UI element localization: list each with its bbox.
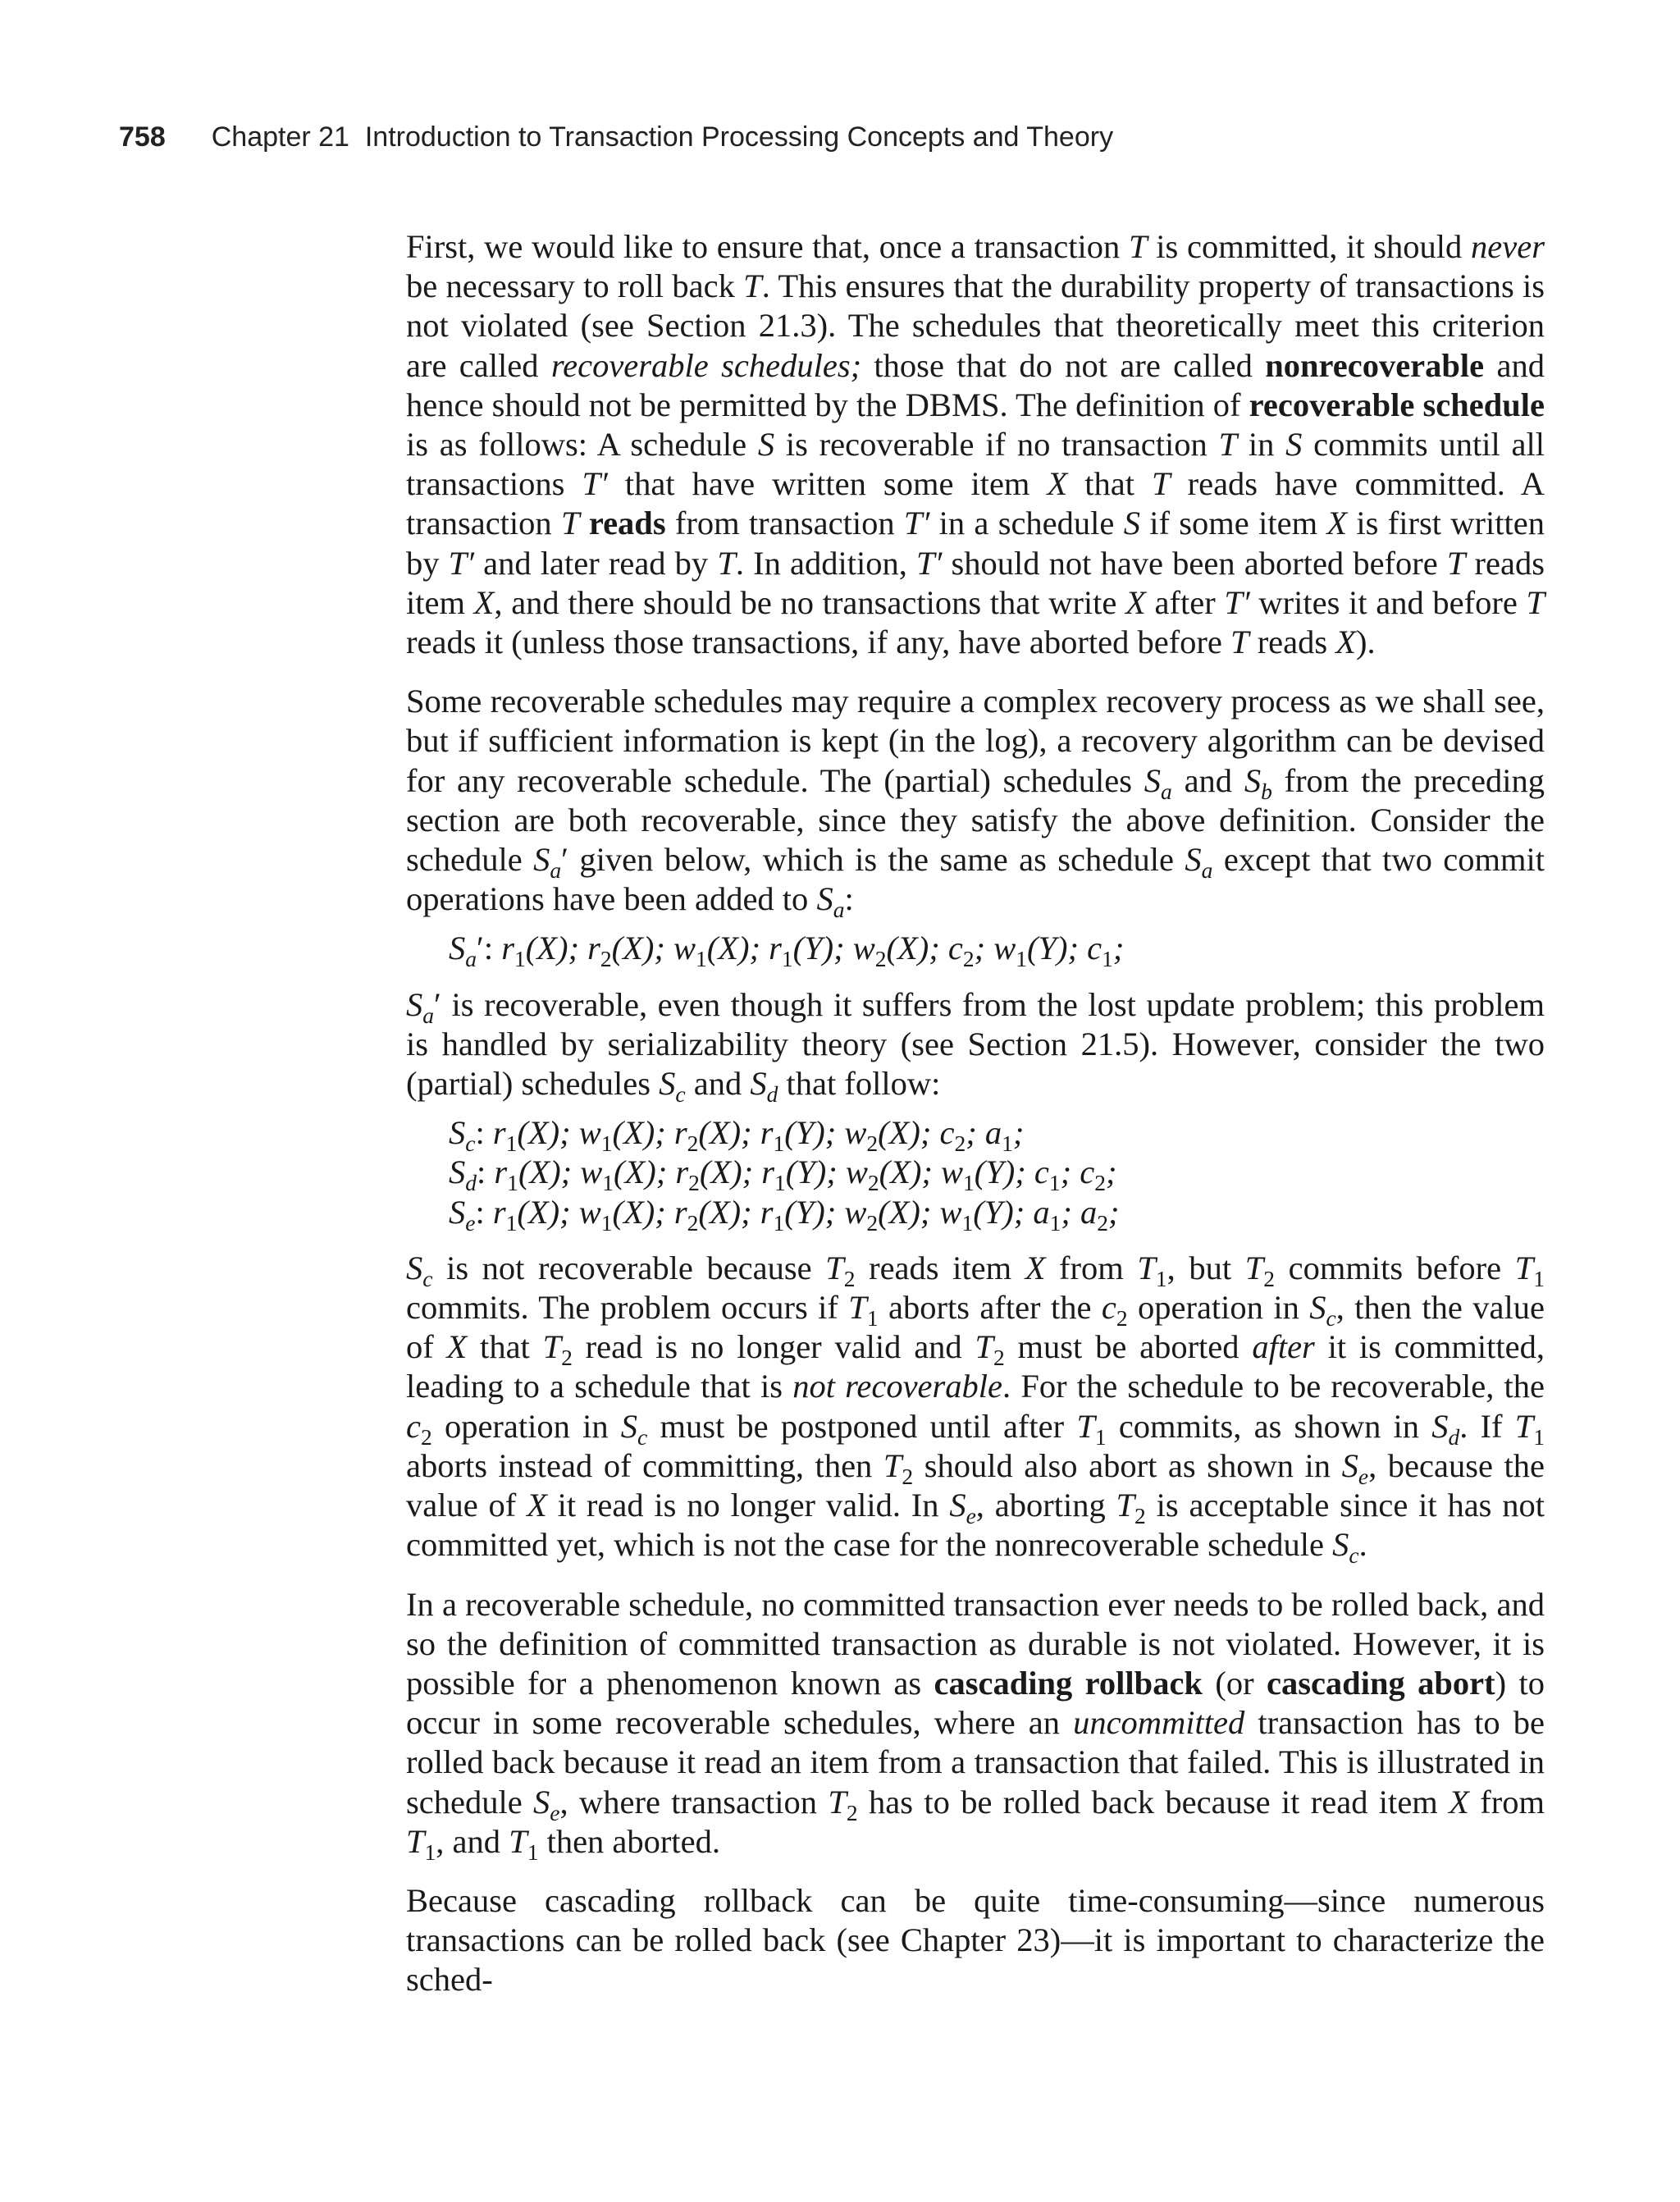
formula-se: $S_e$: $r_1(X)$; $w_1(X)$; $r_2(X)$; $r_1(Y)$; $w_2(X)$; $w_1(Y)$; $a_1$; $a_2$; [449, 1193, 1120, 1236]
running-head [119, 121, 1113, 153]
formula-block-sa-prime [449, 929, 1545, 972]
formula-sa-prime: $S_a'$: $r_1(X)$; $r_2(X)$; $w_1(X)$; $r_1(Y)$; $w_2(X)$; $c_2$; $w_1(Y)$; $c_1$; [449, 930, 1125, 972]
formula-sd: $S_d$: $r_1(X)$; $w_1(X)$; $r_2(X)$; $r_1(Y)$; $w_2(X)$; $w_1(Y)$; $c_1$; $c_2$; [449, 1154, 1117, 1196]
paragraph-recoverable-definition: First, we would like to ensure that, once a transaction T is committed, it should never be necessary to roll back T. This ensures that the durability property of transactions is not violated (see Section 21.3). The schedules that theoretically meet this criterion are called recoverable schedules; those that do not are called nonrecoverable and hence should not be permitted by the DBMS. The definition of recoverable schedule is as follows: A schedule S is recoverable if no transaction T in S commits until all transactions T′ that have written some item X that T reads have committed. A transaction T reads from transaction T′ in a schedule S if some item X is first written by T′ and later read by T. In addition, T′ should not have been aborted before T reads item X, and there should be no transactions that write X after T′ writes it and before T reads it (unless those transactions, if any, have aborted before T reads X). [406, 228, 1545, 661]
chapter-title: Chapter 21 Introduction to Transaction Processing Concepts and Theory [211, 121, 1114, 153]
paragraph-cascading-cost: Because cascading rollback can be quite time-consuming—since numerous transactions can be rolled back (see Chapter 23)—it is important to characterize the sched- [406, 1881, 1545, 1999]
formula-sc: $S_c$: $r_1(X)$; $w_1(X)$; $r_2(X)$; $r_1(Y)$; $w_2(X)$; $c_2$; $a_1$; [449, 1114, 1025, 1157]
page-number: 758 [119, 121, 166, 153]
paragraph-sc-not-recoverable: $S_c$ is not recoverable because $T_2$ reads item X from $T_1$, but $T_2$ commits before $T_1$ commits. The problem occurs if $T_1$ aborts after the $c_2$ operation in $S_c$, then the value of X that $T_2$ read is no longer valid and $T_2$ must be aborted after it is committed, leading to a schedule that is not recoverable. For the schedule to be recoverable, the $c_2$ operation in $S_c$ must be postponed until after $T_1$ commits, as shown in $S_d$. If $T_1$ aborts instead of committing, then $T_2$ should also abort as shown in $S_e$, because the value of X it read is no longer valid. In $S_e$, aborting $T_2$ is acceptable since it has not committed yet, which is not the case for the nonrecoverable schedule $S_c$. [406, 1249, 1545, 1569]
formula-block-sc-sd-se [449, 1113, 1545, 1236]
paragraph-recoverable-schedules: Some recoverable schedules may require a complex recovery process as we shall see, but if sufficient information is kept (in the log), a recovery algorithm can be devised for any recoverable schedule. The (partial) schedules $S_a$ and $S_b$ from the preceding section are both recoverable, since they satisfy the above definition. Consider the schedule $S_a'$ given below, which is the same as schedule $S_a$ except that two commit operations have been added to $S_a$: [406, 683, 1545, 923]
paragraph-cascading-rollback: In a recoverable schedule, no committed transaction ever needs to be rolled back, and so the definition of committed transaction as durable is not violated. However, it is possible for a phenomenon known as cascading rollback (or cascading abort) to occur in some recoverable schedules, where an uncommitted transaction has to be rolled back because it read an item from a transaction that failed. This is illustrated in schedule $S_e$, where transaction $T_2$ has to be rolled back because it read item X from $T_1$, and $T_1$ then aborted. [406, 1585, 1545, 1865]
paragraph-lost-update: $S_a'$ is recoverable, even though it suffers from the lost update problem; this problem is handled by serializability theory (see Section 21.5). However, consider the two (partial) schedules $S_c$ and $S_d$ that follow: [406, 985, 1545, 1107]
body-text [406, 227, 1545, 2020]
